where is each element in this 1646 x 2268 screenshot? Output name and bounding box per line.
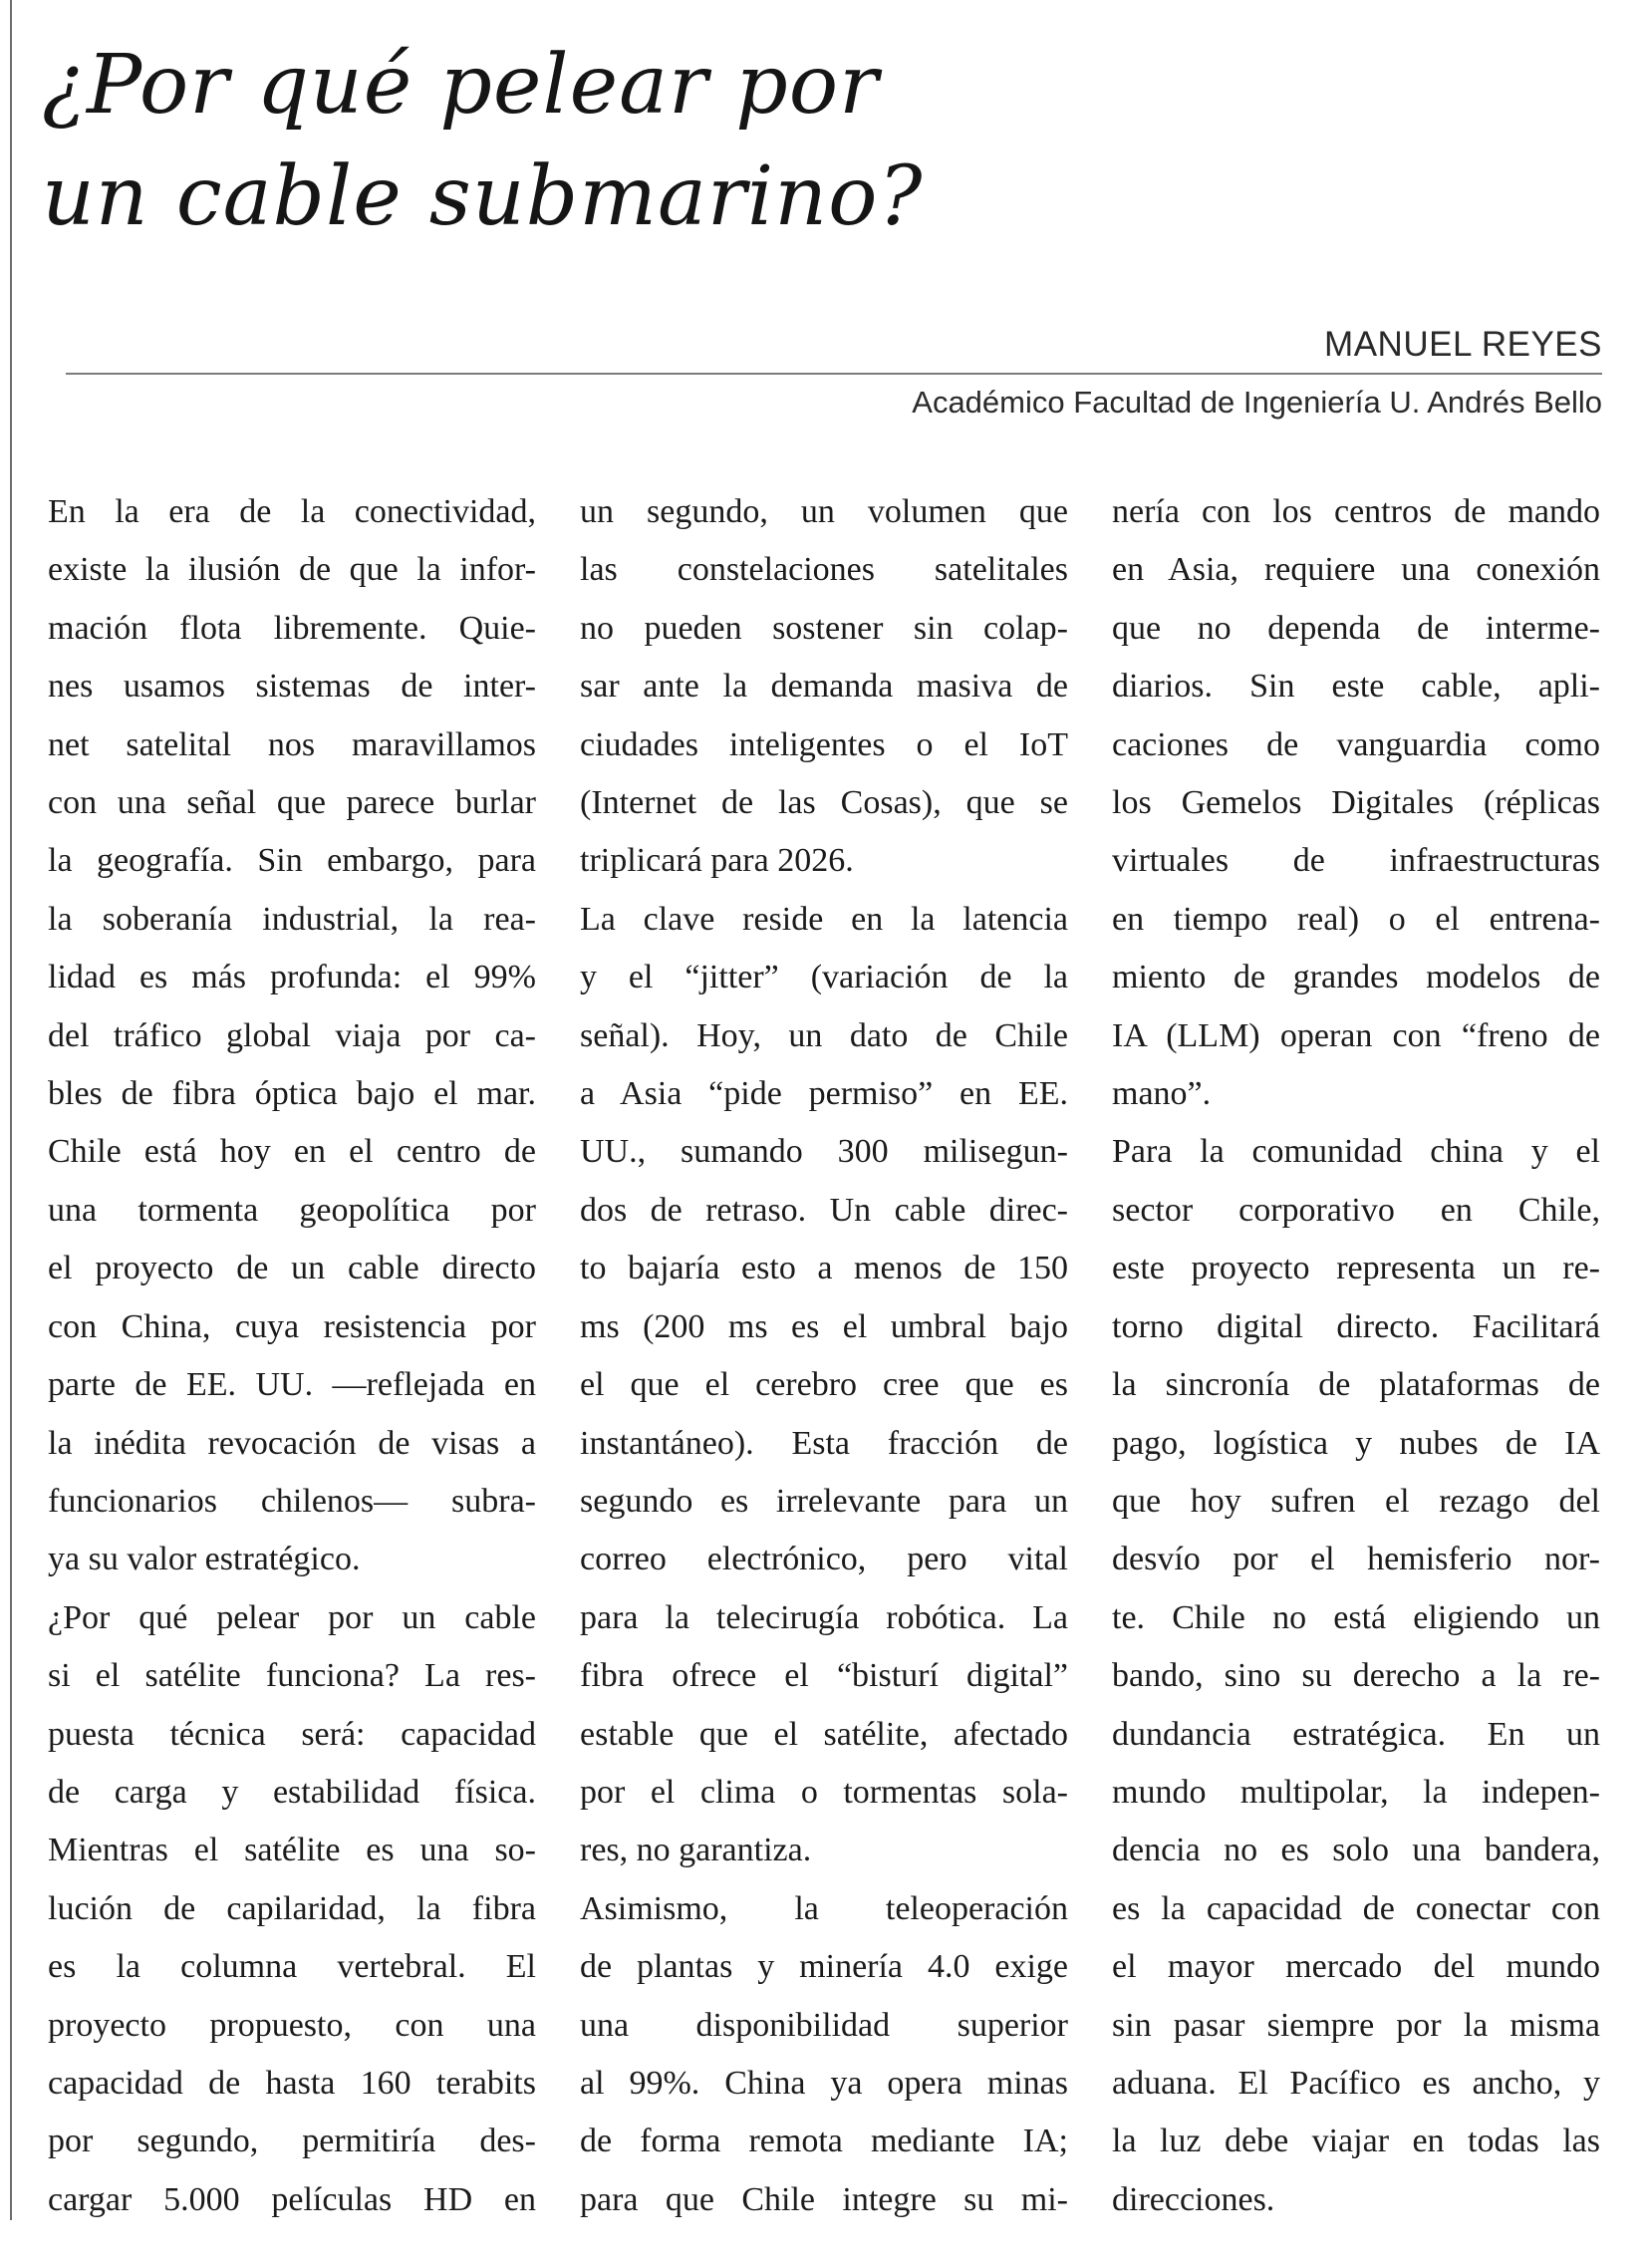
text-line: de carga y estabilidad física. [48, 1773, 536, 1811]
text-column-2 [580, 483, 1068, 2218]
text-line: Mientras el satélite es una so- [48, 1832, 536, 1869]
text-line: aduana. El Pacífico es ancho, y [1112, 2064, 1600, 2102]
text-line: bles de fibra óptica bajo el mar. [48, 1075, 536, 1113]
headline [42, 30, 923, 253]
text-line: En la era de la conectividad, [48, 493, 536, 530]
text-line: pago, logística y nubes de IA [1112, 1424, 1600, 1462]
text-line: cargar 5.000 películas HD en [48, 2180, 536, 2218]
text-line: una tormenta geopolítica por [48, 1191, 536, 1229]
text-line: la soberanía industrial, la rea- [48, 900, 536, 938]
text-line: parte de EE. UU. —reflejada en [48, 1366, 536, 1404]
text-line: torno digital directo. Facilitará [1112, 1307, 1600, 1345]
text-line: sin pasar siempre por la misma [1112, 2006, 1600, 2044]
author-affiliation: Académico Facultad de Ingeniería U. Andrés Bello [912, 385, 1602, 420]
text-line: sector corporativo en Chile, [1112, 1191, 1600, 1229]
text-line: virtuales de infraestructuras [1112, 842, 1600, 880]
text-line: de forma remota mediante IA; [580, 2123, 1068, 2160]
text-line: para la telecirugía robótica. La [580, 1598, 1068, 1636]
text-line: lución de capilaridad, la fibra [48, 1889, 536, 1927]
text-line: en tiempo real) o el entrena- [1112, 900, 1600, 938]
text-line: ¿Por qué pelear por un cable [48, 1598, 536, 1636]
text-line: net satelital nos maravillamos [48, 725, 536, 763]
text-line: to bajaría esto a menos de 150 [580, 1250, 1068, 1287]
text-line: instantáneo). Esta fracción de [580, 1424, 1068, 1462]
text-line: ya su valor estratégico. [48, 1541, 361, 1578]
text-line: el mayor mercado del mundo [1112, 1948, 1600, 1986]
text-column-1 [48, 483, 536, 2218]
text-line: por segundo, permitiría des- [48, 2123, 536, 2160]
text-line: lidad es más profunda: el 99% [48, 959, 536, 996]
text-line: existe la ilusión de que la infor- [48, 551, 536, 589]
text-line: segundo es irrelevante para un [580, 1482, 1068, 1520]
text-line: mación flota libremente. Quie- [48, 609, 536, 647]
text-line: nes usamos sistemas de inter- [48, 668, 536, 706]
headline-line-1: ¿Por qué pelear por [42, 38, 880, 133]
text-line: sar ante la demanda masiva de [580, 668, 1068, 706]
text-line: triplicará para 2026. [580, 842, 854, 880]
text-line: capacidad de hasta 160 terabits [48, 2064, 536, 2102]
text-line: dundancia estratégica. En un [1112, 1715, 1600, 1753]
text-line: que no dependa de interme- [1112, 609, 1600, 647]
text-line: que hoy sufren el rezago del [1112, 1482, 1600, 1520]
text-line: este proyecto representa un re- [1112, 1250, 1600, 1287]
text-line: para que Chile integre su mi- [580, 2180, 1068, 2218]
text-line: (Internet de las Cosas), que se [580, 784, 1068, 822]
text-line: una disponibilidad superior [580, 2006, 1068, 2044]
text-line: la inédita revocación de visas a [48, 1424, 536, 1462]
text-line: mundo multipolar, la indepen- [1112, 1773, 1600, 1811]
text-line: es la capacidad de conectar con [1112, 1889, 1600, 1927]
text-line: en Asia, requiere una conexión [1112, 551, 1600, 589]
text-line: dos de retraso. Un cable direc- [580, 1191, 1068, 1229]
text-line: con China, cuya resistencia por [48, 1307, 536, 1345]
text-line: mano”. [1112, 1075, 1212, 1113]
text-column-3 [1112, 483, 1600, 2218]
text-line: diarios. Sin este cable, apli- [1112, 668, 1600, 706]
text-line: la luz debe viajar en todas las [1112, 2123, 1600, 2160]
text-line: Chile está hoy en el centro de [48, 1133, 536, 1171]
author-name: MANUEL REYES [1324, 325, 1602, 364]
text-line: al 99%. China ya opera minas [580, 2064, 1068, 2102]
text-line: un segundo, un volumen que [580, 493, 1068, 530]
text-line: Para la comunidad china y el [1112, 1133, 1600, 1171]
text-line: te. Chile no está eligiendo un [1112, 1598, 1600, 1636]
text-line: res, no garantiza. [580, 1832, 812, 1869]
text-line: dencia no es solo una bandera, [1112, 1832, 1600, 1869]
text-line: la geografía. Sin embargo, para [48, 842, 536, 880]
text-line: a Asia “pide permiso” en EE. [580, 1075, 1068, 1113]
text-line: del tráfico global viaja por ca- [48, 1016, 536, 1054]
text-line: el que el cerebro cree que es [580, 1366, 1068, 1404]
text-line: es la columna vertebral. El [48, 1948, 536, 1986]
text-line: La clave reside en la latencia [580, 900, 1068, 938]
text-line: direcciones. [1112, 2180, 1275, 2218]
text-line: desvío por el hemisferio nor- [1112, 1541, 1600, 1578]
text-line: correo electrónico, pero vital [580, 1541, 1068, 1578]
article-body [48, 483, 1600, 2218]
text-line: UU., sumando 300 milisegun- [580, 1133, 1068, 1171]
text-line: bando, sino su derecho a la re- [1112, 1657, 1600, 1695]
text-line: fibra ofrece el “bisturí digital” [580, 1657, 1068, 1695]
text-line: miento de grandes modelos de [1112, 959, 1600, 996]
text-line: estable que el satélite, afectado [580, 1715, 1068, 1753]
text-line: los Gemelos Digitales (réplicas [1112, 784, 1600, 822]
text-line: nería con los centros de mando [1112, 493, 1600, 530]
text-line: proyecto propuesto, con una [48, 2006, 536, 2044]
text-line: IA (LLM) operan con “freno de [1112, 1016, 1600, 1054]
text-line: si el satélite funciona? La res- [48, 1657, 536, 1695]
byline-divider [66, 373, 1602, 375]
text-line: con una señal que parece burlar [48, 784, 536, 822]
text-line: Asimismo, la teleoperación [580, 1889, 1068, 1927]
text-line: la sincronía de plataformas de [1112, 1366, 1600, 1404]
text-line: funcionarios chilenos— subra- [48, 1482, 536, 1520]
text-line: ciudades inteligentes o el IoT [580, 725, 1068, 763]
text-line: no pueden sostener sin colap- [580, 609, 1068, 647]
text-line: puesta técnica será: capacidad [48, 1715, 536, 1753]
text-line: y el “jitter” (variación de la [580, 959, 1068, 996]
text-line: por el clima o tormentas sola- [580, 1773, 1068, 1811]
text-line: ms (200 ms es el umbral bajo [580, 1307, 1068, 1345]
text-line: el proyecto de un cable directo [48, 1250, 536, 1287]
text-line: señal). Hoy, un dato de Chile [580, 1016, 1068, 1054]
text-line: caciones de vanguardia como [1112, 725, 1600, 763]
text-line: las constelaciones satelitales [580, 551, 1068, 589]
text-line: de plantas y minería 4.0 exige [580, 1948, 1068, 1986]
headline-line-2: un cable submarino? [42, 149, 924, 244]
left-border-rule [10, 0, 12, 2220]
